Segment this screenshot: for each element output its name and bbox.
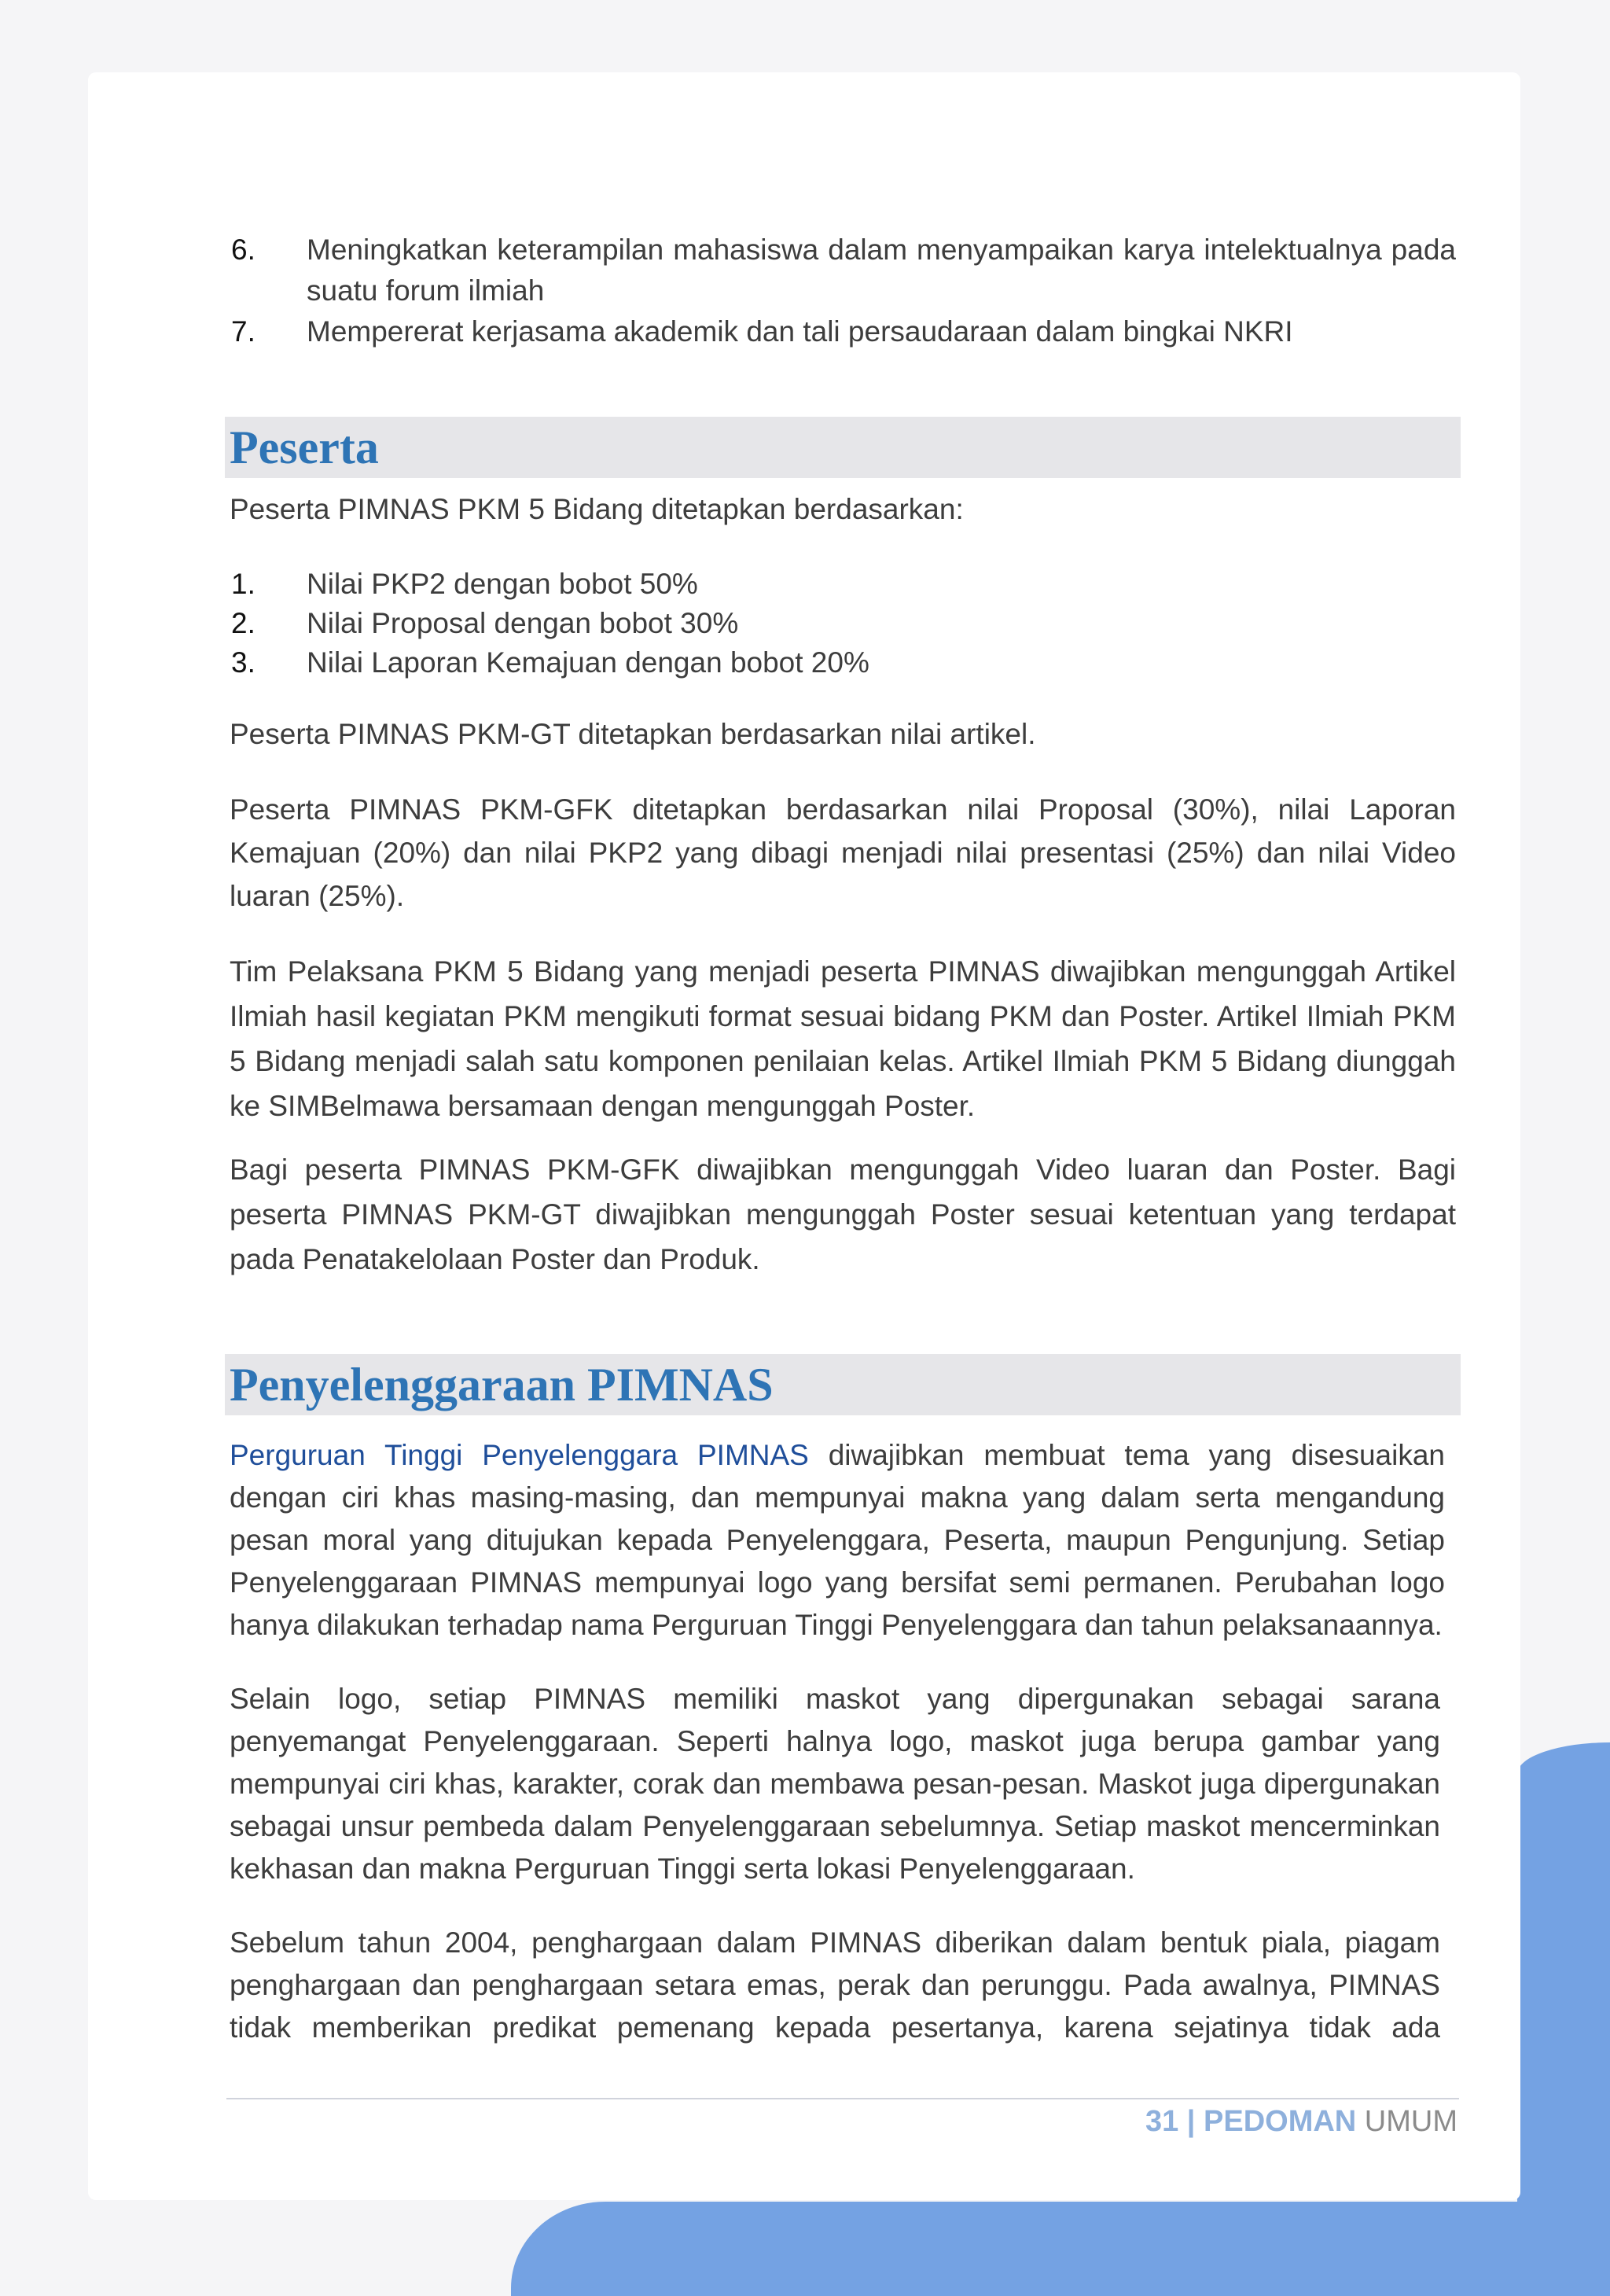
section-heading-peserta: Peserta [230,421,379,473]
paragraph-tim-pelaksana: Tim Pelaksana PKM 5 Bidang yang menjadi peserta PIMNAS diwajibkan mengunggah Artikel Ilmiah hasil kegiatan PKM mengikuti format sesuai bidang PKM dan Poster. Artikel Ilmiah PKM 5 Bidang menjadi salah satu komponen penilaian kelas. Artikel Ilmiah PKM 5 Bidang diunggah ke SIMBelmawa bersamaan dengan mengunggah Poster. [230,955,1456,1122]
paragraph-penghargaan: Sebelum tahun 2004, penghargaan dalam PIMNAS diberikan dalam bentuk piala, piagam penghargaan dan penghargaan setara emas, perak dan perunggu. Pada awalnya, PIMNAS tidak memberikan predikat pemenang kepada pesertanya, karena sejatinya tidak ada [230,1926,1440,2044]
list-number: 2. [231,607,255,639]
paragraph-text: diwajibkan membuat tema yang disesuaikan dengan ciri khas masing-masing, dan mempunyai makna yang dalam serta mengandung pesan moral yang ditujukan kepada Penyelenggara, Peserta, maupun Pengunjung. Setiap Penyelenggaraan PIMNAS mempunyai logo yang bersifat semi permanen. Perubahan logo hanya dilakukan terhadap nama Perguruan Tinggi Penyelenggara dan tahun pelaksanaannya. [230,1439,1446,1641]
list-number: 6. [231,234,255,266]
footer-separator: | [1186,2105,1196,2138]
list-item [230,604,1456,643]
list-text: Mempererat kerjasama akademik dan tali persaudaraan dalam bingkai NKRI [307,315,1293,348]
list-item [230,565,1456,604]
list-text: Meningkatkan keterampilan mahasiswa dalam menyampaikan karya intelektualnya pada suatu forum ilmiah [307,234,1456,307]
criteria-list [230,565,1456,683]
paragraph-pkm-gt: Peserta PIMNAS PKM-GT ditetapkan berdasarkan nilai artikel. [230,718,1036,750]
page-number: 31 [1145,2105,1179,2138]
highlighted-phrase: Perguruan Tinggi Penyelenggara PIMNAS [230,1439,809,1471]
list-text: Nilai PKP2 dengan bobot 50% [307,568,698,600]
list-item [230,643,1456,683]
peserta-intro: Peserta PIMNAS PKM 5 Bidang ditetapkan berdasarkan: [230,493,964,525]
section-heading-penyelenggaraan: Penyelenggaraan PIMNAS [230,1359,774,1411]
footer-title-bold: PEDOMAN [1204,2105,1357,2138]
section-heading-band [225,1354,1461,1415]
footer-title: UMUM [1364,2105,1457,2138]
list-text: Nilai Proposal dengan bobot 30% [307,607,739,639]
list-text: Nilai Laporan Kemajuan dengan bobot 20% [307,646,869,679]
paragraph-maskot: Selain logo, setiap PIMNAS memiliki maskot yang dipergunakan sebagai sarana penyemangat Penyelenggaraan. Seperti halnya logo, maskot juga berupa gambar yang mempunyai ciri khas, karakter, corak dan membawa pesan-pesan. Maskot juga dipergunakan sebagai unsur pembeda dalam Penyelenggaraan sebelumnya. Setiap maskot mencerminkan kekhasan dan makna Perguruan Tinggi serta lokasi Penyelenggaraan. [230,1683,1440,1885]
objectives-list [230,230,1456,352]
list-number: 3. [231,646,255,679]
paragraph-perguruan-tinggi [230,1434,1445,1647]
list-item [230,311,1456,352]
list-number: 7. [231,315,255,348]
section-heading-band [225,417,1461,478]
page-content [230,226,1456,2049]
page-footer [1145,2099,1457,2143]
paragraph-bagi-peserta: Bagi peserta PIMNAS PKM-GFK diwajibkan mengunggah Video luaran dan Poster. Bagi peserta PIMNAS PKM-GT diwajibkan mengunggah Poster sesuai ketentuan yang terdapat pada Penatakelolaan Poster dan Produk. [230,1154,1456,1275]
paragraph-pkm-gfk: Peserta PIMNAS PKM-GFK ditetapkan berdasarkan nilai Proposal (30%), nilai Laporan Kemajuan (20%) dan nilai PKP2 yang dibagi menjadi nilai presentasi (25%) dan nilai Video luaran (25%). [230,793,1456,912]
decorative-blue-shape-bottom [511,2202,1610,2296]
list-item [230,230,1456,311]
paragraph-group [230,949,1456,1282]
list-number: 1. [231,568,255,600]
